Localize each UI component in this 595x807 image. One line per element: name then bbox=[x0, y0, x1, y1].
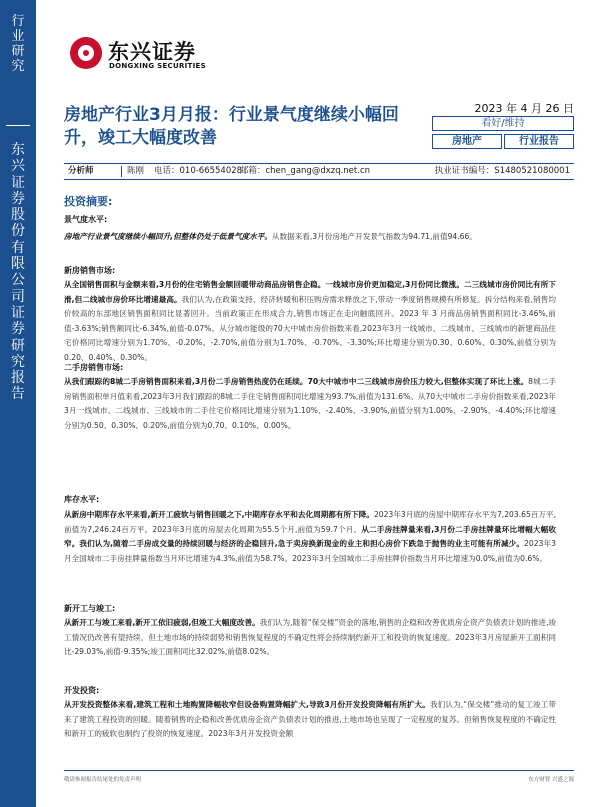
report-type-badge: 行业报告 bbox=[504, 134, 574, 149]
section-text: 8城二手房销售面积单月值来看,2023年3月我们跟踪的8城二手住宅销售面积同比增速为93.7%,前值为131.6%。从70大中城市二手房价指数来看,2023年3月一线城市、二线城市、三线城市的二手住宅价格同比增速分别为1.10%、-2.40%、-3.90%,前值分别为1.00%、-2.90%、-4.40%;环比增速分别为0.50、0.30%、0.20%,前值分别为0.70、0.10%、0.00%。 bbox=[64, 377, 556, 430]
section-paragraph bbox=[64, 508, 556, 566]
section-heading: 景气度水平: bbox=[64, 215, 108, 224]
section-bold-text: 房地产行业景气度继续小幅回升,但整体仍处于低景气度水平。 bbox=[64, 232, 272, 241]
logo-icon bbox=[70, 37, 102, 69]
analyst-cert: 执业证书编号：S1480521080001 bbox=[434, 166, 570, 176]
analyst-label: 分析师 bbox=[68, 166, 94, 176]
sector-badge: 房地产 bbox=[432, 134, 502, 149]
logo-cn-text: 东兴证券 bbox=[108, 40, 196, 64]
section-heading: 新开工与竣工: bbox=[64, 604, 116, 613]
sidebar bbox=[0, 0, 36, 807]
section-paragraph bbox=[64, 278, 556, 365]
section-bold-text: 从开发投资整体来看,建筑工程和土地购置降幅收窄但设备购置降幅扩大,导致3月份开发投资降幅有所扩大。 bbox=[64, 700, 430, 709]
section-text: 我们认为,“保交楼”推动的复工竣工带来了建筑工程投资的回暖。随着销售的企稳和改善优质房企资产负债表计划的推进,土地市场也呈现了一定程度的复苏。但销售恢复程度的不确定性和新开工的疲软也制约了投资的恢复速度。2023年3月开发投资金额 bbox=[64, 700, 556, 738]
section-text: 我们认为,随着“保交楼”资金的落地,销售的企稳和改善优质房企资产负债表计划的推进,竣工情况仍改善有望持续。但土地市场的持续弱势和销售恢复程度的不确定性将会持续制约新开工和投资的恢复速度。2023年3月房屋新开工面积同比-29.03%,前值-9.35%;竣工面积同比32.02%,前值8.02%。 bbox=[64, 618, 556, 656]
footer-divider bbox=[64, 770, 574, 771]
analyst-phone: 电话：010-66554028 bbox=[154, 166, 243, 176]
sidebar-divider bbox=[6, 125, 30, 126]
section-heading: 二手房销售市场: bbox=[64, 363, 124, 372]
section-bold-text: 从全国销售面积与金额来看,3月份的住宅销售金额回暖带动商品房销售企稳。一线城市房价更加稳定,3月份同比微涨。二三线城市房价同比有所下滑,但二线城市房价环比增速最高。 bbox=[64, 280, 556, 304]
section-bold-text: 从新开工与竣工来看,新开工依旧疲弱,但竣工大幅度改善。 bbox=[64, 618, 260, 627]
section-text: 从数据来看,3月份房地产开发景气指数为94.71,前值94.66。 bbox=[271, 232, 477, 241]
section-paragraph bbox=[64, 616, 556, 660]
analyst-divider bbox=[121, 166, 122, 177]
section-bold-text-2: 从二手房挂牌量来看,3月份二手房挂牌量环比增幅大幅收窄。我们认为,随着二手房成交量的持续回暖与经济的企稳回升,急于卖房换新现金的业主和担心房价下跌急于抛售的业主可能有所减少。 bbox=[64, 524, 557, 548]
report-date: 2023 年 4 月 26 日 bbox=[474, 102, 574, 115]
report-title: 房地产行业3月月报：行业景气度继续小幅回升，竣工大幅度改善 bbox=[64, 105, 399, 148]
section-text-2: 2023年3月全国城市二手房挂牌量指数当月环比增速为4.3%,前值为58.7%。2023年3月全国城市二手房挂牌价指数当月环比增速为0.0%,前值为0.6%。 bbox=[64, 539, 556, 563]
sidebar-category: 行业研究 bbox=[11, 14, 25, 74]
section-bold-text: 从新房中期库存水平来看,新开工疲软与销售回暖之下,中期库存水平和去化周期都有所下降。 bbox=[64, 510, 374, 519]
logo-en-text: DONGXING SECURITIES bbox=[109, 62, 206, 70]
section-text: 我们认为,在政策支持、经济转暖和积压购房需求释放之下,带动一季度销售规模有所修复。拆分结构来看,销售均价较高的东部地区销售面积同比显著回升。当前政策正在形成合力,销售市场正在走向触底回升。2023 年 3 月商品房销售面积同比-3.46%,前值-3.63%;销售额同比-6.34%,前值-0.07%。从分城市能级的70大中城市房价指数来看,2023年3月一线城市、二线城市、三线城市的新建商品住宅价格同比增速分别为1.70%、-0.20%、-2.70%,前值分别为1.70%、-0.70%、-3.30%;环比增速分别为0.30、0.60%、0.30%,前值分别为0.20、0.40%、0.30%。 bbox=[64, 294, 556, 362]
footer-slogan: 东方财智 兴盛之源 bbox=[528, 777, 574, 783]
sidebar-company: 东兴证券股份有限公司证券研究报告 bbox=[11, 142, 25, 403]
section-paragraph bbox=[64, 375, 556, 433]
footer-disclaimer: 敬请参阅报告结尾处的免责声明 bbox=[64, 777, 142, 783]
section-paragraph bbox=[64, 698, 556, 742]
section-bold-text: 从我们跟踪的8城二手房销售面积来看,3月份二手房销售热度仍在延续。70大中城市中二三线城市房价压力较大,但整体实现了环比上涨。 bbox=[64, 377, 529, 386]
analyst-email: 邮箱：chen_gang@dxzq.net.cn bbox=[240, 166, 371, 176]
section-heading: 库存水平: bbox=[64, 495, 100, 504]
section-heading: 开发投资: bbox=[64, 686, 100, 695]
analyst-bar bbox=[64, 163, 574, 180]
section-text: 2023年3月底的房屋中期库存水平为7,203.65百万平,前值为7,246.24百万平。2023年3月底的房屋去化周期为55.5个月,前值为59.7个月。 bbox=[64, 510, 557, 534]
rating-badge: 看好/维持 bbox=[432, 116, 574, 131]
analyst-name: 陈刚 bbox=[127, 166, 145, 176]
section-heading: 新房销售市场: bbox=[64, 266, 116, 275]
section-paragraph bbox=[64, 230, 556, 245]
company-logo bbox=[70, 33, 230, 77]
summary-label: 投资摘要: bbox=[64, 195, 113, 208]
